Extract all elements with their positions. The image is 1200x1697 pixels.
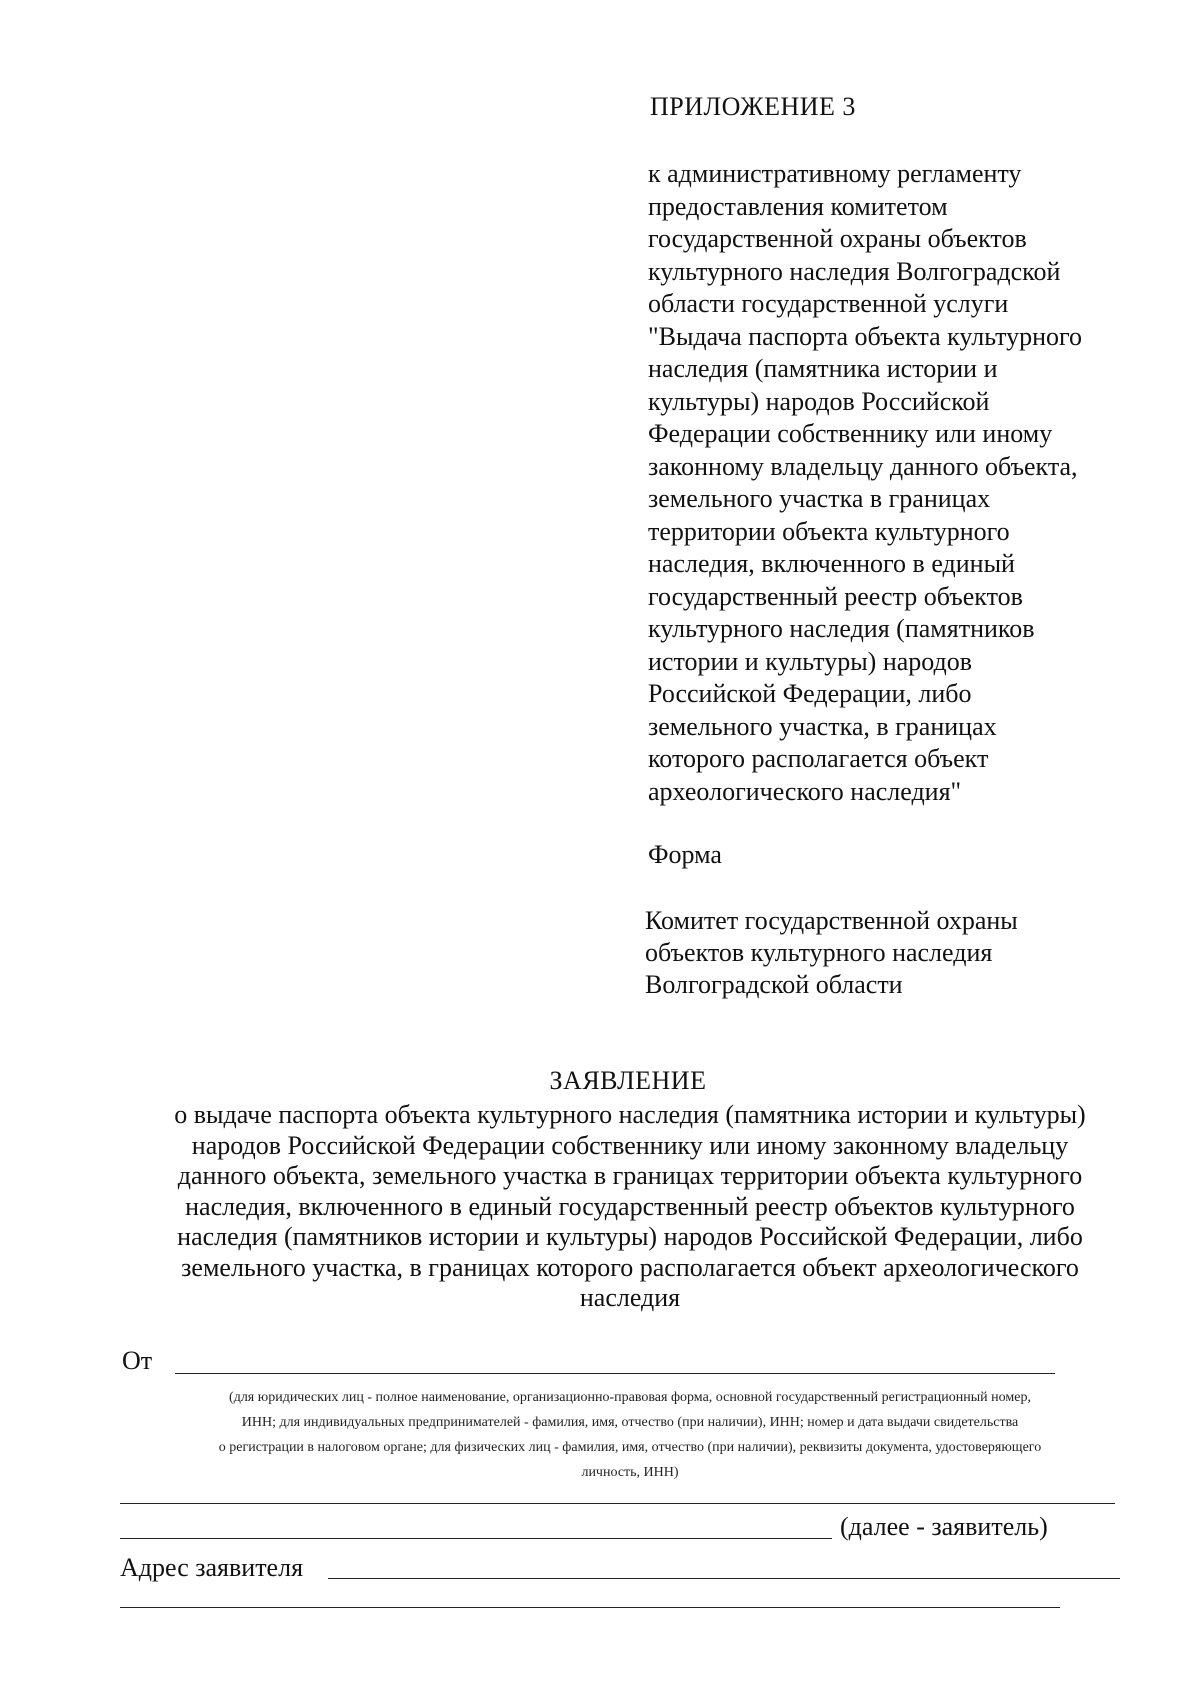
from-fill-line-2[interactable] xyxy=(120,1503,1115,1504)
annex-line: наследия (памятника истории и xyxy=(648,354,998,383)
address-fill-line[interactable] xyxy=(328,1578,1120,1579)
recipient-line: объектов культурного наследия xyxy=(645,938,993,967)
statement-subtitle xyxy=(110,1100,1150,1314)
from-hint-line: о регистрации в налоговом органе; для физических лиц - фамилия, имя, отчество (при наличии), реквизиты документа, удостоверяющего xyxy=(218,1440,1042,1455)
annex-line: законному владельцу данного объекта, xyxy=(648,451,1078,481)
address-label: Адрес заявителя xyxy=(120,1553,304,1582)
from-fill-line-3[interactable] xyxy=(120,1538,832,1539)
annex-body xyxy=(648,158,1168,808)
from-hint-line: (для юридических лиц - полное наименование, организационно-правовая форма, основной государственный регистрационный номер, xyxy=(229,1390,1031,1405)
annex-line: наследия, включенного в единый xyxy=(648,549,1015,578)
statement-line: наследия (памятников истории и культуры) народов Российской Федерации, либо xyxy=(177,1222,1083,1251)
annex-line: истории и культуры) народов xyxy=(648,646,973,676)
from-hint-line: личность, ИНН) xyxy=(581,1465,679,1480)
annex-line: земельного участка в границах xyxy=(648,484,991,513)
recipient-line: Комитет государственной охраны xyxy=(645,906,1018,935)
annex-line: которого располагается объект xyxy=(648,744,989,773)
recipient-block xyxy=(645,905,1018,1001)
statement-title: ЗАЯВЛЕНИЕ xyxy=(549,1066,707,1095)
statement-line: наследия, включенного в единый государственный реестр объектов культурного xyxy=(185,1191,1075,1221)
annex-line: "Выдача паспорта объекта культурного xyxy=(648,321,1083,351)
annex-line: области государственной услуги xyxy=(648,289,1009,318)
form-label: Форма xyxy=(648,840,722,869)
statement-line: данного объекта, земельного участка в границах территории объекта культурного xyxy=(177,1161,1083,1190)
recipient-line: Волгоградской области xyxy=(645,970,903,999)
from-label: От xyxy=(122,1346,153,1375)
address-fill-line-2[interactable] xyxy=(120,1607,1060,1608)
annex-line: к административному регламенту xyxy=(648,159,1022,188)
annex-title: ПРИЛОЖЕНИЕ 3 xyxy=(650,92,856,121)
annex-line: Федерации собственнику или иному xyxy=(648,419,1053,448)
statement-line: земельного участка, в границах которого располагается объект археологического xyxy=(181,1252,1079,1282)
annex-line: государственной охраны объектов xyxy=(648,224,1027,253)
annex-line: культуры) народов Российской xyxy=(648,386,990,416)
annex-line: государственный реестр объектов xyxy=(648,581,1023,611)
from-hint xyxy=(110,1385,1150,1485)
statement-line: наследия xyxy=(579,1283,681,1312)
statement-line: о выдаче паспорта объекта культурного наследия (памятника истории и культуры) xyxy=(174,1100,1086,1129)
annex-line: предоставления комитетом xyxy=(648,191,948,221)
annex-line: культурного наследия (памятников xyxy=(648,614,1035,643)
applicant-suffix: (далее - заявитель) xyxy=(840,1512,1048,1541)
from-hint-line: ИНН; для индивидуальных предпринимателей - фамилия, имя, отчество (при наличии), ИНН; номер и дата выдачи свидетельства xyxy=(241,1415,1019,1430)
annex-line: археологического наследия" xyxy=(648,776,962,806)
annex-line: земельного участка, в границах xyxy=(648,711,997,741)
statement-line: народов Российской Федерации собственнику или иному законному владельцу xyxy=(191,1130,1069,1160)
annex-line: Российской Федерации, либо xyxy=(648,679,972,708)
from-fill-line[interactable] xyxy=(175,1373,1055,1374)
annex-line: культурного наследия Волгоградской xyxy=(648,256,1061,286)
annex-line: территории объекта культурного xyxy=(648,516,1010,546)
